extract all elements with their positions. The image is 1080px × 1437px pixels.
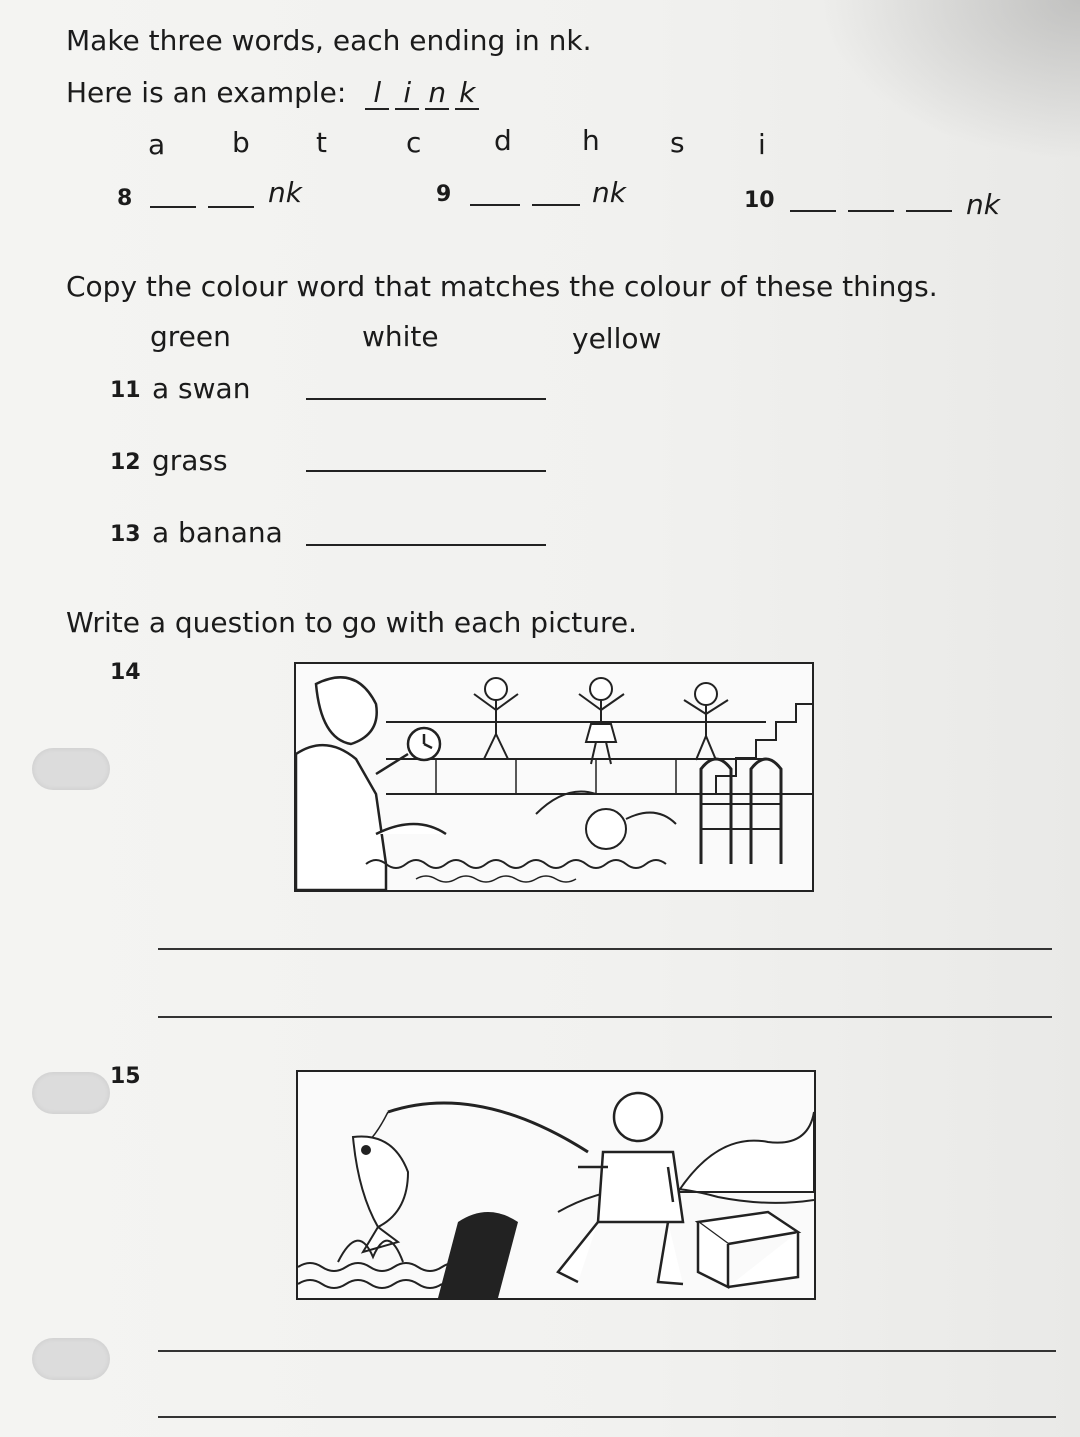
- letter-blank[interactable]: [532, 204, 580, 206]
- tackle-box: [698, 1212, 798, 1287]
- letter-bank-item: b: [232, 126, 250, 159]
- instruction-example: Here is an example: l i n k: [66, 76, 485, 110]
- binder-hole: [32, 748, 110, 790]
- letter-bank-item: d: [494, 124, 512, 157]
- worksheet-page: Make three words, each ending in nk. Here is an example: l i n k a b t c d h s i 8 nk 9 nk 10 nk Copy the colour word that matches the colour of these things. green white yellow 11 a swan 12 grass 13 a banana Write a question to go with each picture. 14 15: [0, 0, 1080, 1437]
- letter-bank-item: c: [406, 126, 422, 159]
- letter-blank[interactable]: [470, 204, 520, 206]
- example-word: l i n k: [365, 76, 485, 110]
- letter-blank[interactable]: [150, 206, 196, 208]
- pool-illustration: [296, 664, 812, 890]
- question-number-15: 15: [110, 1064, 141, 1089]
- answer-blank[interactable]: [306, 544, 546, 546]
- colour-word: yellow: [572, 322, 662, 355]
- letter-bank-item: a: [148, 128, 166, 161]
- colour-word: green: [150, 320, 231, 353]
- swimming-pool-picture: [294, 662, 814, 892]
- instruction-write-question: Write a question to go with each picture.: [66, 606, 637, 639]
- fishing-illustration: [298, 1072, 814, 1298]
- question-number-14: 14: [110, 660, 141, 685]
- letter-bank-item: h: [582, 124, 600, 157]
- boy-figure: [558, 1093, 683, 1284]
- answer-blank[interactable]: [306, 398, 546, 400]
- binder-hole: [32, 1338, 110, 1380]
- letter-blank[interactable]: [790, 210, 836, 212]
- colour-word: white: [362, 320, 439, 353]
- instruction-copy-colour: Copy the colour word that matches the colour of these things.: [66, 270, 938, 303]
- binder-hole: [32, 1072, 110, 1114]
- letter-blank[interactable]: [208, 206, 254, 208]
- coach-figure: [296, 677, 446, 890]
- answer-blank[interactable]: [306, 470, 546, 472]
- child-figure: [474, 678, 518, 759]
- fishing-picture: [296, 1070, 816, 1300]
- letter-blank[interactable]: [906, 210, 952, 212]
- letter-bank-item: s: [670, 126, 685, 159]
- letter-bank-item: t: [316, 126, 327, 159]
- page-shadow: [820, 0, 1080, 160]
- answer-line-15a[interactable]: [158, 1350, 1056, 1352]
- answer-line-15b[interactable]: [158, 1416, 1056, 1418]
- letter-blank[interactable]: [848, 210, 894, 212]
- letter-bank-item: i: [758, 128, 766, 161]
- answer-line-14b[interactable]: [158, 1016, 1052, 1018]
- instruction-make-words: Make three words, each ending in nk.: [66, 24, 592, 57]
- swimmer-figure: [536, 792, 676, 850]
- fish-figure: [353, 1136, 408, 1252]
- answer-line-14a[interactable]: [158, 948, 1052, 950]
